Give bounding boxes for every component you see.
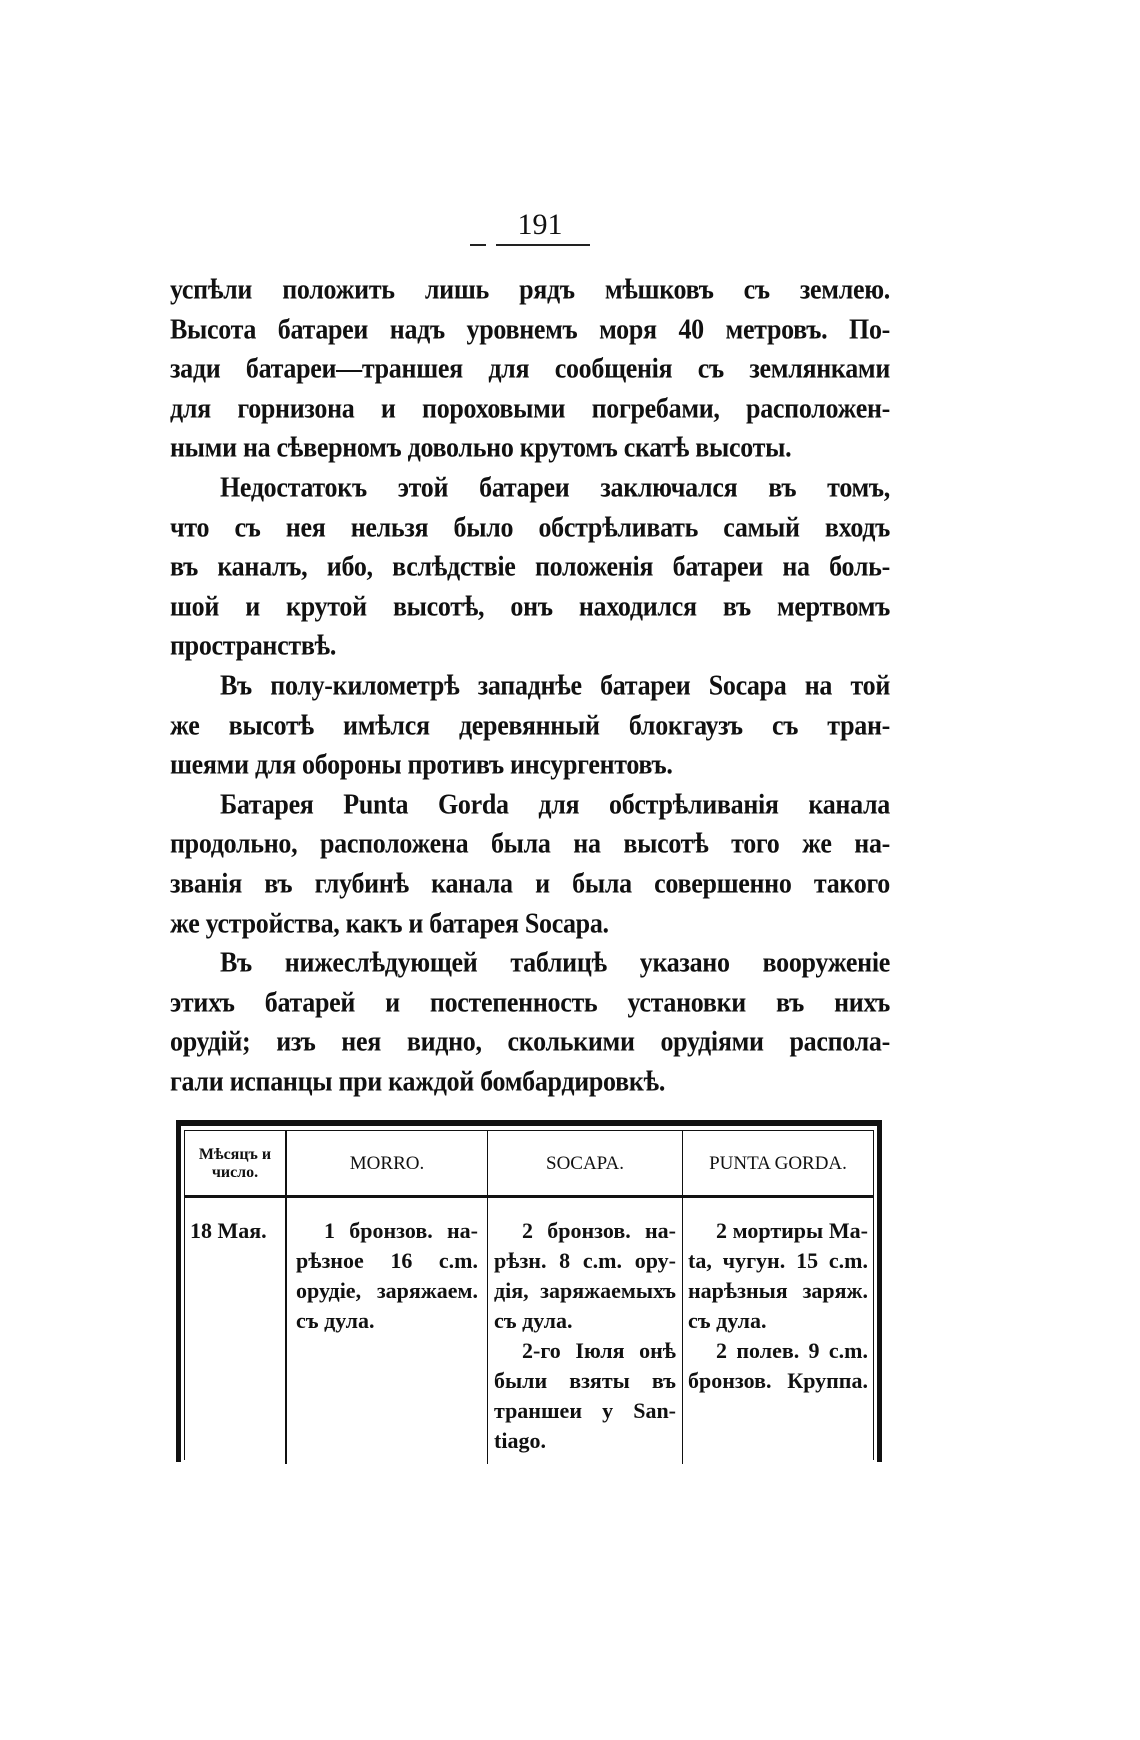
table-top-inner-border bbox=[184, 1130, 874, 1131]
text-line: продольно, расположена была на высотѣ того же на- bbox=[170, 828, 890, 860]
table-header-divider bbox=[184, 1195, 874, 1198]
table-right-border bbox=[877, 1120, 882, 1462]
table-right-inner-border bbox=[873, 1130, 874, 1460]
page-number-rule bbox=[496, 244, 590, 246]
header-punta-gorda: PUNTA GORDA. bbox=[709, 1153, 847, 1174]
cell-line: 2 мортиры Ma- bbox=[716, 1218, 868, 1243]
cell-line: съ дула. bbox=[494, 1308, 573, 1333]
text-line: успѣли положить лишь рядъ мѣшковъ съ землею. bbox=[170, 273, 890, 306]
text-line: зади батареи—траншея для сообщенія съ землянками bbox=[170, 353, 890, 385]
cell-line: ta, чугун. 15 с.m. bbox=[688, 1248, 868, 1273]
cell-line: 2 бронзов. на- bbox=[522, 1218, 676, 1243]
text-line: званія въ глубинѣ канала и была совершенно такого bbox=[170, 867, 890, 900]
text-line: Въ нижеслѣдующей таблицѣ указано вооруженіе bbox=[220, 946, 890, 979]
text-line: Недостатокъ этой батареи заключался въ томъ, bbox=[220, 471, 890, 504]
armament-table bbox=[176, 1120, 882, 1462]
text-line: Высота батареи надъ уровнемъ моря 40 метровъ. По- bbox=[170, 313, 890, 345]
text-line: шой и крутой высотѣ, онъ находился въ мертвомъ bbox=[170, 590, 890, 622]
text-line: же устройства, какъ и батарея Socapa. bbox=[170, 907, 609, 939]
page-number-rule-dash bbox=[470, 244, 486, 246]
date-text: 18 Мая. bbox=[190, 1218, 267, 1243]
header-date: Мѣсяцъ и число. bbox=[198, 1146, 272, 1181]
header-socapa: SOCAPA. bbox=[546, 1153, 624, 1174]
body-text bbox=[170, 270, 890, 1101]
cell-line: орудіе, заряжаем. bbox=[296, 1278, 478, 1303]
text-line: шеями для обороны противъ инсургентовъ. bbox=[170, 748, 673, 781]
header-morro: MORRO. bbox=[349, 1153, 425, 1174]
table-left-inner-border bbox=[184, 1130, 185, 1460]
text-line: въ каналъ, ибо, вслѣдствіе положенія батареи на боль- bbox=[170, 550, 890, 583]
text-line: ными на сѣверномъ довольно крутомъ скатѣ высоты. bbox=[170, 432, 792, 464]
cell-line: траншеи у San- bbox=[494, 1398, 676, 1423]
cell-line: бронзов. Круппа. bbox=[688, 1368, 868, 1393]
cell-line: съ дула. bbox=[296, 1308, 375, 1333]
cell-punta-gorda bbox=[688, 1216, 868, 1396]
cell-line: 1 бронзов. на- bbox=[324, 1218, 478, 1243]
cell-date bbox=[190, 1216, 282, 1246]
text-line: орудій; изъ нея видно, сколькими орудіями распола- bbox=[170, 1026, 890, 1058]
cell-line: съ дула. bbox=[688, 1308, 767, 1333]
cell-line: 2-го Іюля онѣ bbox=[522, 1338, 676, 1363]
cell-socapa bbox=[494, 1216, 676, 1456]
text-line: же высотѣ имѣлся деревянный блокгаузъ съ тран- bbox=[170, 709, 890, 741]
cell-line: рѣзное 16 с.m. bbox=[296, 1248, 478, 1273]
cell-line: нарѣзныя заряж. bbox=[688, 1278, 868, 1303]
text-line: гали испанцы при каждой бомбардировкѣ. bbox=[170, 1065, 666, 1098]
cell-morro bbox=[296, 1216, 478, 1336]
cell-line: дія, заряжаемыхъ bbox=[494, 1278, 676, 1303]
page-number: 191 bbox=[517, 208, 563, 241]
text-line: Въ полу-километрѣ западнѣе батареи Socapa на той bbox=[220, 669, 890, 702]
text-line: что съ нея нельзя было обстрѣливать самый входъ bbox=[170, 511, 890, 543]
cell-line: рѣзн. 8 с.m. ору- bbox=[494, 1248, 676, 1273]
table-left-border bbox=[176, 1120, 181, 1462]
text-line: Батарея Punta Gorda для обстрѣливанія канала bbox=[220, 788, 890, 820]
cell-line: были взяты въ bbox=[494, 1368, 676, 1393]
cell-line: tiago. bbox=[494, 1428, 546, 1453]
text-line: для горнизона и пороховыми погребами, расположен- bbox=[170, 392, 890, 424]
text-line: этихъ батарей и постепенность установки въ нихъ bbox=[170, 986, 890, 1018]
text-line: пространствѣ. bbox=[170, 630, 337, 662]
cell-line: 2 полев. 9 с.m. bbox=[716, 1338, 868, 1363]
table-top-border bbox=[176, 1120, 882, 1126]
